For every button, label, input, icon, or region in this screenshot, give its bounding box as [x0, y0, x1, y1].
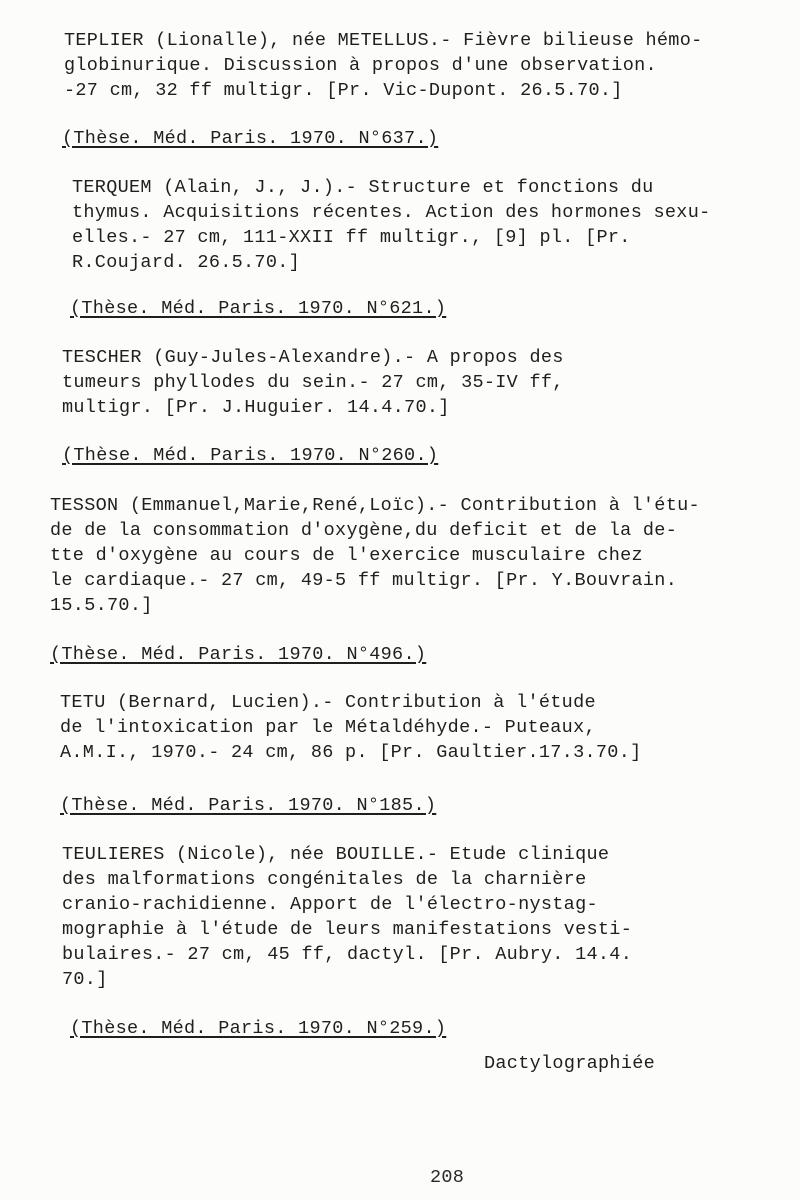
entry-line: thymus. Acquisitions récentes. Action des hormones sexu- — [72, 202, 711, 223]
entry-text — [50, 493, 700, 618]
entry-text — [62, 345, 564, 420]
entry-line: globinurique. Discussion à propos d'une observation. — [64, 55, 657, 76]
entry-line: R.Coujard. 26.5.70.] — [72, 252, 301, 273]
thesis-reference: (Thèse. Méd. Paris. 1970. N°185.) — [60, 795, 437, 816]
entry-line: TETU (Bernard, Lucien).- Contribution à l'étude — [60, 692, 596, 713]
entry-line: 70.] — [62, 969, 108, 990]
thesis-reference: (Thèse. Méd. Paris. 1970. N°260.) — [62, 445, 439, 466]
page-number: 208 — [430, 1167, 465, 1188]
entry-line: -27 cm, 32 ff multigr. [Pr. Vic-Dupont. 26.5.70.] — [64, 80, 623, 101]
entry-text — [72, 175, 711, 275]
entry-line: cranio-rachidienne. Apport de l'électro-nystag- — [62, 894, 598, 915]
entry-line: TEPLIER (Lionalle), née METELLUS.- Fièvre bilieuse hémo- — [64, 30, 703, 51]
entry-line: 15.5.70.] — [50, 595, 153, 616]
entry-line: TESSON (Emmanuel,Marie,René,Loïc).- Contribution à l'étu- — [50, 495, 700, 516]
entry-text — [64, 28, 703, 103]
entry-text — [62, 842, 632, 992]
entry-line: multigr. [Pr. J.Huguier. 14.4.70.] — [62, 397, 450, 418]
entry-line: TESCHER (Guy-Jules-Alexandre).- A propos des — [62, 347, 564, 368]
entry-line: A.M.I., 1970.- 24 cm, 86 p. [Pr. Gaultier.17.3.70.] — [60, 742, 642, 763]
entry-line: le cardiaque.- 27 cm, 49-5 ff multigr. [Pr. Y.Bouvrain. — [50, 570, 678, 591]
thesis-reference: (Thèse. Méd. Paris. 1970. N°496.) — [50, 644, 427, 665]
typed-note: Dactylographiée — [484, 1053, 656, 1074]
entry-line: tte d'oxygène au cours de l'exercice musculaire chez — [50, 545, 643, 566]
entry-line: de l'intoxication par le Métaldéhyde.- Puteaux, — [60, 717, 596, 738]
entry-line: elles.- 27 cm, 111-XXII ff multigr., [9] pl. [Pr. — [72, 227, 631, 248]
entry-line: de de la consommation d'oxygène,du deficit et de la de- — [50, 520, 678, 541]
entry-line: des malformations congénitales de la charnière — [62, 869, 587, 890]
thesis-reference: (Thèse. Méd. Paris. 1970. N°621.) — [70, 298, 447, 319]
entry-line: TEULIERES (Nicole), née BOUILLE.- Etude clinique — [62, 844, 610, 865]
entry-line: bulaires.- 27 cm, 45 ff, dactyl. [Pr. Aubry. 14.4. — [62, 944, 633, 965]
entry-line: mographie à l'étude de leurs manifestations vesti- — [62, 919, 633, 940]
thesis-reference: (Thèse. Méd. Paris. 1970. N°259.) — [70, 1018, 447, 1039]
thesis-reference: (Thèse. Méd. Paris. 1970. N°637.) — [62, 128, 439, 149]
entry-line: TERQUEM (Alain, J., J.).- Structure et fonctions du — [72, 177, 654, 198]
entry-line: tumeurs phyllodes du sein.- 27 cm, 35-IV ff, — [62, 372, 564, 393]
entry-text — [60, 690, 642, 765]
